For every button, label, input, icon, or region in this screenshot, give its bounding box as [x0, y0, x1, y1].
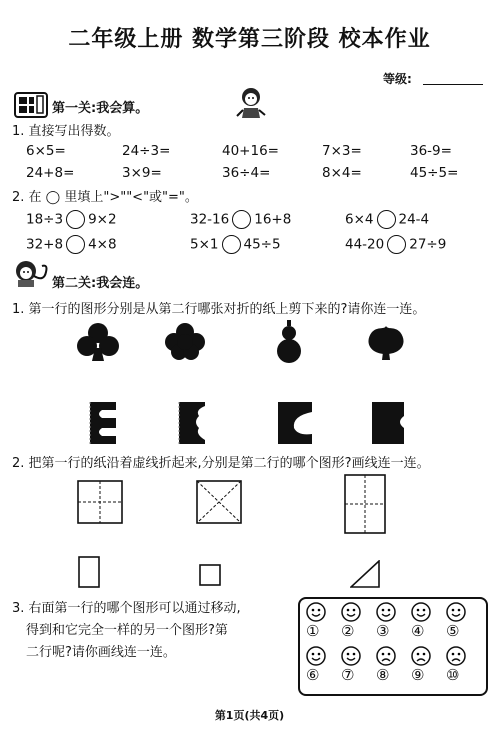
calculator-icon: [14, 92, 48, 118]
paper-rectangle-cross-icon[interactable]: [344, 474, 386, 534]
compare-circle[interactable]: [66, 210, 85, 229]
calc-item: 36÷4=: [222, 165, 271, 181]
compare-item: 44-20 27÷9: [345, 236, 447, 253]
compare-circle[interactable]: [387, 235, 406, 254]
calc-item: 6×5=: [26, 143, 66, 159]
child-character-icon: [236, 86, 266, 124]
question-1-1: 1. 直接写出得数。: [12, 124, 120, 139]
compare-circle[interactable]: [66, 235, 85, 254]
compare-item: 18÷3 9×2: [26, 211, 117, 228]
grade-label: 等级:: [383, 72, 412, 86]
compare-item: 5×1 45÷5: [190, 236, 281, 253]
page-title: 二年级上册 数学第三阶段 校本作业: [68, 27, 431, 52]
number-label: ⑩: [446, 666, 460, 684]
face-smile-icon[interactable]: [305, 601, 327, 623]
calc-item: 40+16=: [222, 143, 279, 159]
folded-paper-4-icon[interactable]: [372, 402, 404, 444]
grade-blank[interactable]: [423, 84, 483, 85]
number-label: ⑤: [446, 622, 460, 640]
number-label: ⑧: [376, 666, 390, 684]
flower-shape-icon[interactable]: [164, 322, 206, 362]
compare-circle[interactable]: [222, 235, 241, 254]
paper-square-cross-icon[interactable]: [77, 480, 123, 524]
compare-circle[interactable]: [232, 210, 251, 229]
result-rectangle-icon[interactable]: [78, 556, 100, 588]
section2-title: 第二关:我会连。: [52, 276, 149, 291]
calc-item: 8×4=: [322, 165, 362, 181]
compare-item: 6×4 24-4: [345, 211, 430, 228]
club-shape-icon[interactable]: [76, 322, 120, 362]
section1-title: 第一关:我会算。: [52, 101, 149, 116]
result-triangle-icon[interactable]: [350, 560, 380, 588]
face-smile-icon[interactable]: [445, 601, 467, 623]
calc-item: 24+8=: [26, 165, 75, 181]
face-smile-icon[interactable]: [340, 645, 362, 667]
face-frown-icon[interactable]: [445, 645, 467, 667]
calc-item: 45÷5=: [410, 165, 459, 181]
compare-circle[interactable]: [377, 210, 396, 229]
calc-item: 24÷3=: [122, 143, 171, 159]
number-label: ④: [411, 622, 425, 640]
question-2-3-line-1: 3. 右面第一行的哪个图形可以通过移动,: [12, 601, 241, 616]
face-frown-icon[interactable]: [375, 645, 397, 667]
number-label: ⑥: [306, 666, 320, 684]
calc-item: 7×3=: [322, 143, 362, 159]
face-smile-icon[interactable]: [410, 601, 432, 623]
question-1-2: 2. 在 ◯ 里填上">""<"或"="。: [12, 190, 198, 205]
number-label: ①: [306, 622, 320, 640]
number-label: ⑨: [411, 666, 425, 684]
spade-shape-icon[interactable]: [364, 324, 408, 360]
question-2-1: 1. 第一行的图形分别是从第二行哪张对折的纸上剪下来的?请你连一连。: [12, 302, 426, 317]
question-2-2: 2. 把第一行的纸沿着虚线折起来,分别是第二行的哪个图形?画线连一连。: [12, 456, 430, 471]
page-number: 第1页(共4页): [214, 709, 285, 722]
compare-item: 32+8 4×8: [26, 236, 117, 253]
result-square-icon[interactable]: [199, 564, 221, 586]
calc-item: 3×9=: [122, 165, 162, 181]
face-smile-icon[interactable]: [305, 645, 327, 667]
face-frown-icon[interactable]: [410, 645, 432, 667]
folded-paper-3-icon[interactable]: [278, 402, 312, 444]
paper-square-diagonal-icon[interactable]: [196, 480, 242, 524]
number-label: ⑦: [341, 666, 355, 684]
folded-paper-2-icon[interactable]: [175, 402, 207, 444]
face-smile-icon[interactable]: [340, 601, 362, 623]
question-2-3-line-3: 二行呢?请你画线连一连。: [26, 645, 176, 660]
folded-paper-1-icon[interactable]: [86, 402, 118, 444]
face-smile-icon[interactable]: [375, 601, 397, 623]
number-label: ③: [376, 622, 390, 640]
gourd-shape-icon[interactable]: [274, 320, 304, 364]
question-2-3-line-2: 得到和它完全一样的另一个图形?第: [26, 623, 228, 638]
monkey-character-icon: [12, 258, 50, 288]
calc-item: 36-9=: [410, 143, 452, 159]
number-label: ②: [341, 622, 355, 640]
compare-item: 32-16 16+8: [190, 211, 292, 228]
